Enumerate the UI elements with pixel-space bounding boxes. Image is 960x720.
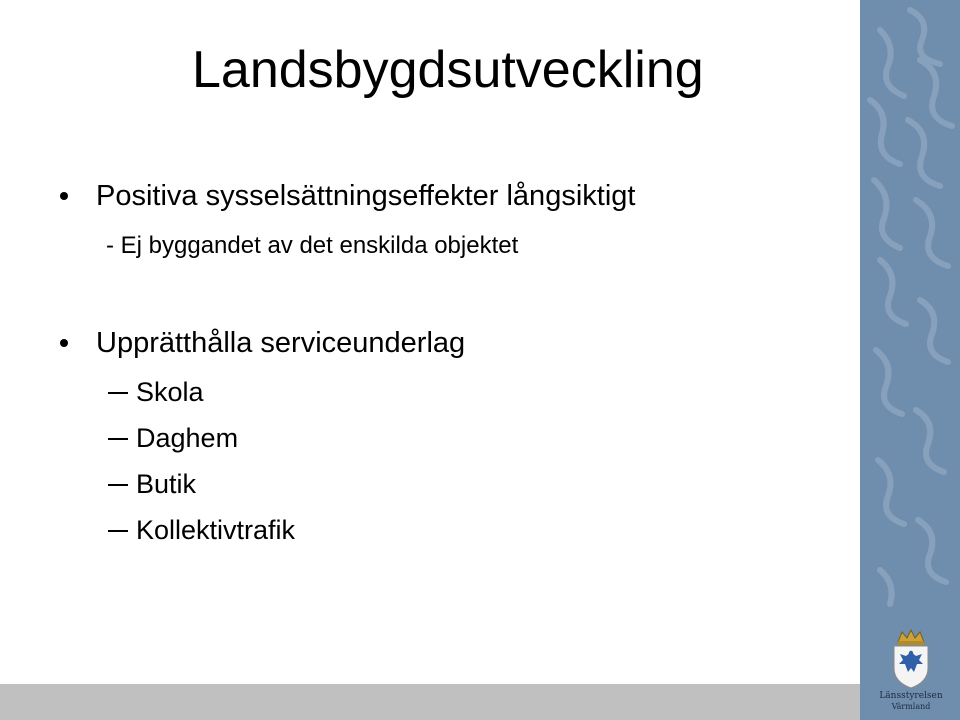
bullet-text: Positiva sysselsättningseffekter långsiktigt bbox=[96, 180, 636, 212]
bullet-dot bbox=[60, 192, 68, 200]
dash-marker bbox=[108, 392, 128, 394]
sub-item: Daghem bbox=[136, 423, 239, 453]
dash-marker bbox=[108, 438, 128, 440]
bullet-subline: - Ej byggandet av det enskilda objektet bbox=[106, 232, 519, 259]
dash-marker bbox=[108, 530, 128, 532]
dash-marker bbox=[108, 484, 128, 486]
sub-item: Skola bbox=[136, 377, 204, 407]
sub-item: Butik bbox=[136, 469, 197, 499]
county-logo bbox=[874, 628, 948, 718]
coat-of-arms-icon bbox=[874, 628, 948, 690]
wave-pattern bbox=[860, 0, 960, 720]
slide-title: Landsbygdsutveckling bbox=[192, 41, 704, 99]
logo-text-line1: Länsstyrelsen bbox=[879, 691, 943, 701]
bottom-bar bbox=[0, 684, 860, 720]
side-panel bbox=[860, 0, 960, 720]
bullet-dot bbox=[60, 339, 68, 347]
bullet-text: Upprätthålla serviceunderlag bbox=[96, 327, 466, 359]
sub-item: Kollektivtrafik bbox=[136, 515, 296, 545]
logo-text-line2: Värmland bbox=[891, 702, 931, 711]
